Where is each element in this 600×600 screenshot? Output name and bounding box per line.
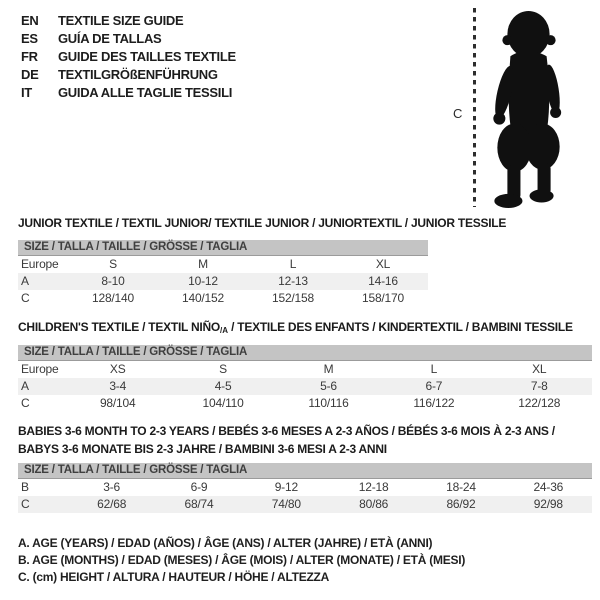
table-cell: 12-13 bbox=[278, 274, 308, 288]
children-size-table bbox=[18, 345, 592, 412]
table-cell: 128/140 bbox=[92, 291, 134, 305]
footnote-b: B. AGE (MONTHS) / EDAD (MESES) / ÂGE (MOIS) / ALTER (MONATE) / ETÀ (MESI) bbox=[18, 553, 466, 567]
table-cell: 3-6 bbox=[103, 480, 121, 494]
language-title: TEXTILGRÖßENFÜHRUNG bbox=[58, 67, 218, 82]
children-title-subscript: /A bbox=[219, 326, 228, 335]
table-cell: 86/92 bbox=[446, 497, 476, 511]
children-title-prefix: CHILDREN'S TEXTILE / TEXTIL NIÑO bbox=[18, 320, 220, 334]
table-row bbox=[18, 256, 428, 273]
table-cell: 8-10 bbox=[101, 274, 125, 288]
children-title-suffix: / TEXTILE DES ENFANTS / KINDERTEXTIL / BAMBINI TESSILE bbox=[227, 320, 573, 334]
table-cell: 10-12 bbox=[188, 274, 218, 288]
size-header-bar: SIZE / TALLA / TAILLE / GRÖSSE / TAGLIA bbox=[18, 345, 592, 361]
row-label: C bbox=[21, 291, 30, 305]
language-title: TEXTILE SIZE GUIDE bbox=[58, 13, 184, 28]
table-cell: 140/152 bbox=[182, 291, 224, 305]
language-code: DE bbox=[21, 67, 39, 82]
language-title: GUÍA DE TALLAS bbox=[58, 31, 162, 46]
row-label: C bbox=[21, 497, 30, 511]
table-cell: 12-18 bbox=[358, 480, 389, 494]
table-row bbox=[18, 378, 592, 395]
table-cell: 158/170 bbox=[362, 291, 404, 305]
table-cell: 104/110 bbox=[202, 396, 244, 410]
table-row bbox=[18, 273, 428, 290]
table-cell: 80/86 bbox=[359, 497, 389, 511]
table-cell: 122/128 bbox=[518, 396, 561, 410]
language-row bbox=[21, 48, 236, 66]
language-code: FR bbox=[21, 49, 38, 64]
table-cell: 9-12 bbox=[274, 480, 298, 494]
table-row bbox=[18, 479, 592, 496]
footnote-a: A. AGE (YEARS) / EDAD (AÑOS) / ÂGE (ANS) / ALTER (JAHRE) / ETÀ (ANNI) bbox=[18, 536, 433, 550]
table-cell: M bbox=[198, 257, 208, 271]
table-cell: 4-5 bbox=[214, 379, 232, 393]
babies-title-line1: BABIES 3-6 MONTH TO 2-3 YEARS / BEBÉS 3-6 MESES A 2-3 AÑOS / BÉBÉS 3-6 MOIS À 2-3 ANS / bbox=[18, 424, 555, 438]
table-cell: L bbox=[430, 362, 438, 376]
table-cell: 24-36 bbox=[533, 480, 564, 494]
table-cell: 6-9 bbox=[190, 480, 208, 494]
table-cell: 152/158 bbox=[272, 291, 314, 305]
table-cell: S bbox=[109, 257, 117, 271]
children-table-title bbox=[18, 320, 573, 338]
language-code: EN bbox=[21, 13, 39, 28]
table-cell: S bbox=[219, 362, 227, 376]
table-row bbox=[18, 290, 428, 307]
table-cell: 74/80 bbox=[271, 497, 301, 511]
table-cell: 14-16 bbox=[368, 274, 398, 288]
table-cell: L bbox=[289, 257, 297, 271]
row-label: A bbox=[21, 274, 29, 288]
height-measure-dotted-line bbox=[473, 8, 476, 207]
table-row bbox=[18, 361, 592, 378]
language-row bbox=[21, 84, 236, 102]
table-cell: 6-7 bbox=[425, 379, 443, 393]
footnote-c: C. (cm) HEIGHT / ALTURA / HAUTEUR / HÖHE / ALTEZZA bbox=[18, 570, 330, 584]
table-cell: 110/116 bbox=[308, 396, 349, 410]
table-cell: 3-4 bbox=[109, 379, 127, 393]
table-cell: 62/68 bbox=[97, 497, 127, 511]
junior-size-table bbox=[18, 240, 428, 307]
table-cell: XL bbox=[532, 362, 547, 376]
table-cell: 92/98 bbox=[533, 497, 563, 511]
babies-title-line2: BABYS 3-6 MONATE BIS 2-3 JAHRE / BAMBINI 3-6 MESI A 2-3 ANNI bbox=[18, 442, 387, 456]
baby-silhouette bbox=[482, 8, 575, 209]
language-code: ES bbox=[21, 31, 38, 46]
babies-size-table bbox=[18, 463, 592, 513]
row-label: B bbox=[21, 480, 29, 494]
table-cell: 5-6 bbox=[320, 379, 337, 393]
junior-table-title: JUNIOR TEXTILE / TEXTIL JUNIOR/ TEXTILE JUNIOR / JUNIORTEXTIL / JUNIOR TESSILE bbox=[18, 216, 507, 230]
row-label: Europe bbox=[21, 362, 59, 376]
table-cell: 18-24 bbox=[446, 480, 476, 494]
footnotes bbox=[18, 535, 465, 586]
table-cell: 116/122 bbox=[413, 396, 455, 410]
size-header-bar: SIZE / TALLA / TAILLE / GRÖSSE / TAGLIA bbox=[18, 463, 592, 479]
table-row bbox=[18, 496, 592, 513]
language-title: GUIDA ALLE TAGLIE TESSILI bbox=[58, 85, 233, 100]
babies-table-title bbox=[18, 422, 555, 458]
table-cell: M bbox=[323, 362, 334, 376]
language-title: GUIDE DES TAILLES TEXTILE bbox=[58, 49, 236, 64]
language-header bbox=[21, 12, 236, 102]
language-code: IT bbox=[21, 85, 32, 100]
size-header-bar: SIZE / TALLA / TAILLE / GRÖSSE / TAGLIA bbox=[18, 240, 428, 256]
row-label: C bbox=[21, 396, 30, 410]
row-label: Europe bbox=[21, 257, 59, 271]
table-cell: 68/74 bbox=[184, 497, 214, 511]
measure-c-label: C bbox=[453, 106, 463, 121]
language-row bbox=[21, 30, 236, 48]
table-cell: 98/104 bbox=[99, 396, 136, 410]
row-label: A bbox=[21, 379, 29, 393]
language-row bbox=[21, 12, 236, 30]
table-cell: XL bbox=[375, 257, 391, 271]
table-row bbox=[18, 395, 592, 412]
table-cell: 7-8 bbox=[530, 379, 548, 393]
language-row bbox=[21, 66, 236, 84]
table-cell: XS bbox=[109, 362, 126, 376]
